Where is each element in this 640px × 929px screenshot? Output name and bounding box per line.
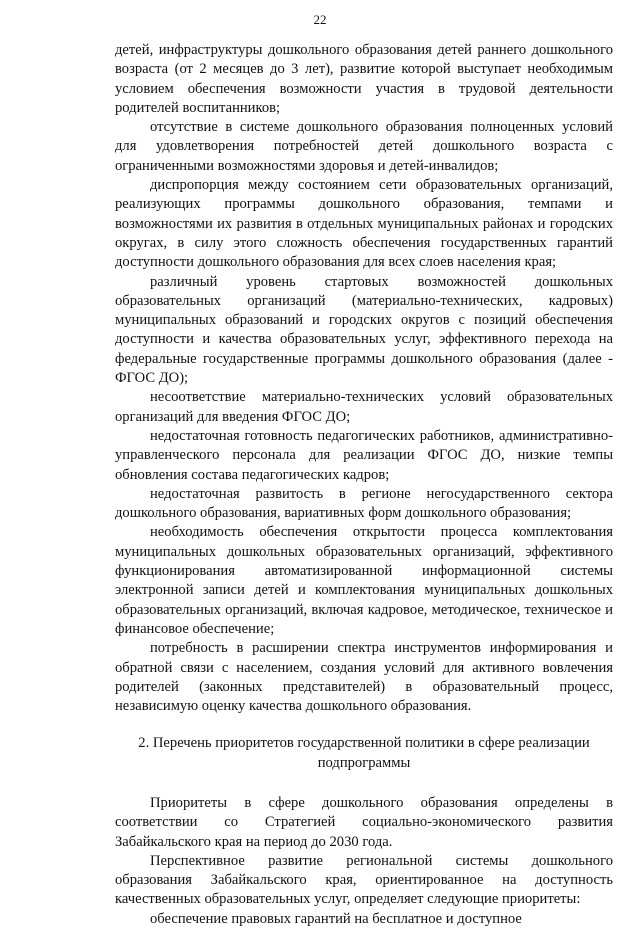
list-item-paragraph: необходимость обеспечения открытости процесса комплектования муниципальных дошкольных образовательных организаций, эффективного функционирования автоматизированной информационной системы электронной записи детей и комплектования муниципальных дошкольных образовательных организаций, включая кадровое, методическое, техническое и финансовое обеспечение;: [115, 524, 613, 637]
list-item-paragraph: отсутствие в системе дошкольного образования полноценных условий для удовлетворения потребностей детей дошкольного возраста с ограниченными возможностями здоровья и детей-инвалидов;: [115, 119, 613, 174]
section-heading-line: 2. Перечень приоритетов государственной политики в сфере реализации: [138, 735, 590, 752]
list-item-paragraph: потребность в расширении спектра инструментов информирования и обратной связи с населением, создания условий для активного вовлечения родителей (законных представителей) в образовательный процесс, независимую оценку качества дошкольного образования.: [115, 640, 613, 715]
list-item-paragraph: несоответствие материально-технических условий образовательных организаций для введения ФГОС ДО;: [115, 389, 613, 425]
paragraph-continuation: детей, инфраструктуры дошкольного образования детей раннего дошкольного возраста (от 2 месяцев до 3 лет), развитие которой выступает необходимым условием обеспечения возможности участия в трудовой деятельности родителей воспитанников;: [115, 42, 613, 116]
paragraph: Перспективное развитие региональной системы дошкольного образования Забайкальского края, ориентированное на доступность качественных образовательных услуг, определяет следующие приоритеты:: [115, 852, 613, 908]
page-number: 22: [313, 12, 327, 27]
list-item-paragraph: недостаточная развитость в регионе негосударственного сектора дошкольного образования, вариативных форм дошкольного образования;: [115, 485, 613, 522]
section-heading-line: подпрограммы: [317, 754, 411, 771]
paragraph: Приоритеты в сфере дошкольного образования определены в соответствии со Стратегией социально-экономического развития Забайкальского края на период до 2030 года.: [115, 794, 613, 850]
section-heading: [115, 734, 613, 773]
document-body: [115, 41, 613, 929]
list-item-paragraph: недостаточная готовность педагогических работников, административно-управленческого персонала для реализации ФГОС ДО, низкие темпы обновления состава педагогических кадров;: [115, 427, 613, 483]
paragraph: обеспечение правовых гарантий на бесплатное и доступное: [150, 910, 522, 927]
list-item-paragraph: различный уровень стартовых возможностей дошкольных образовательных организаций (материально-технических, кадровых) муниципальных образований и городских округов с позиций обеспечения доступности и качества образовательных услуг, эффективного перехода на федеральные государственные программы дошкольного образования (далее - ФГОС ДО);: [115, 273, 613, 387]
list-item-paragraph: диспропорция между состоянием сети образовательных организаций, реализующих программы дошкольного образования, темпами и возможностями их развития в отдельных муниципальных районах и городских округах, в силу этого сложность обеспечения государственных гарантий доступности дошкольного образования для всех слоев населения края;: [115, 177, 613, 271]
